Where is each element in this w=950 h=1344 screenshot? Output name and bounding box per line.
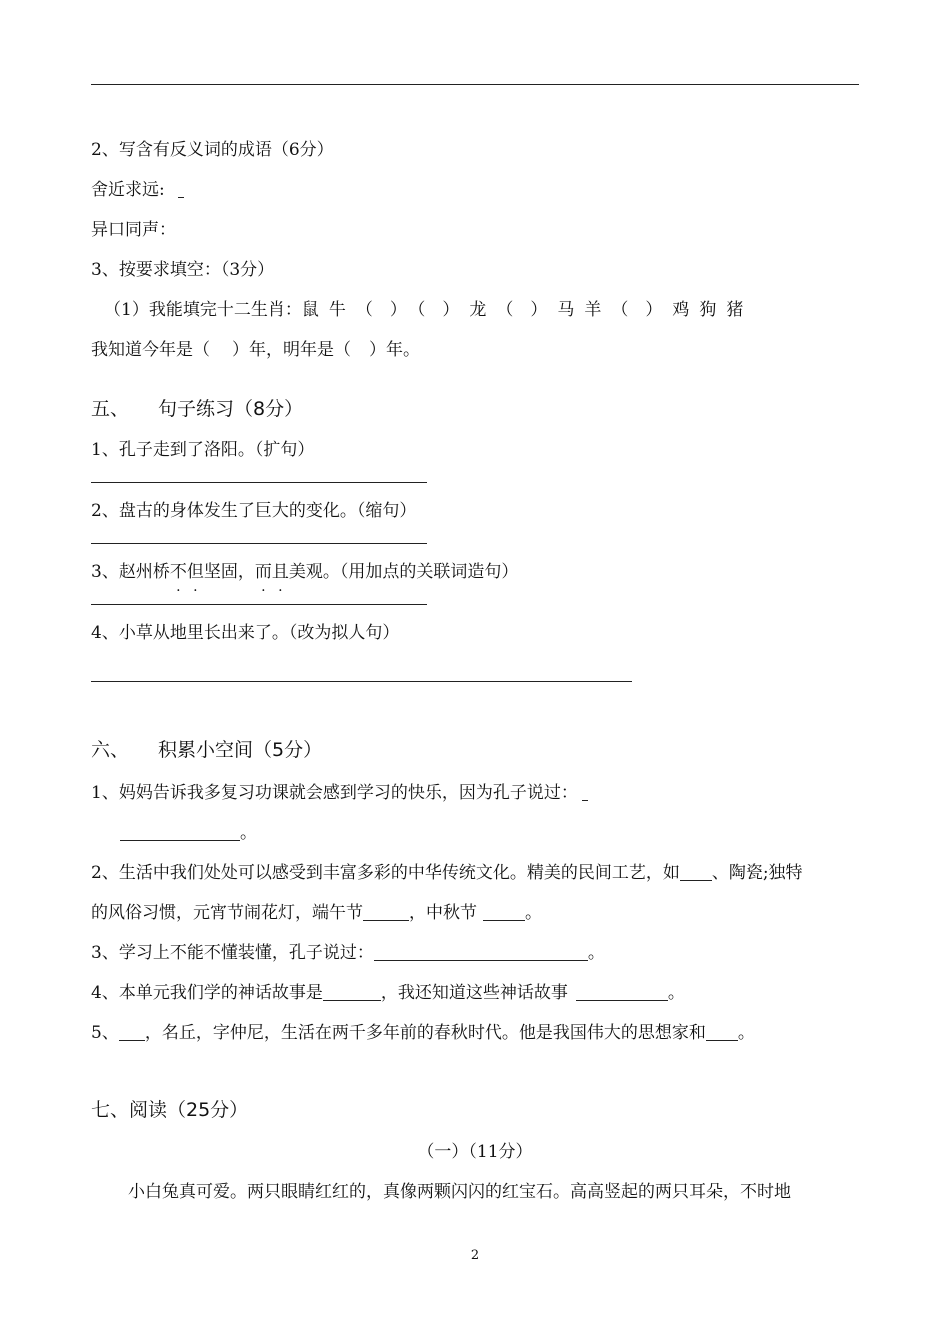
section-5-title: 句子练习（8分） (158, 398, 304, 420)
s6-item-3-a: 3、学习上不能不懂装懂，孔子说过： (91, 943, 374, 963)
s6-item-4-c: 。 (667, 983, 685, 1003)
s6-item-5-blank-a[interactable] (119, 1023, 145, 1041)
zodiac-item[interactable]: （ ） (416, 300, 460, 320)
s6-item-1-text: 1、妈妈告诉我多复习功课就会感到学习的快乐，因为孔子说过： (91, 783, 578, 803)
s5-item-3 (91, 560, 518, 584)
s5-answer-line-3[interactable] (91, 604, 427, 605)
year-text-c: ）年。 (369, 340, 420, 360)
s6-item-5 (91, 1021, 755, 1045)
s6-item-2-d: ，中秋节 (409, 903, 477, 923)
zodiac-item: 马 (557, 300, 575, 320)
reading-part-1-title: （一）（11分） (417, 1142, 533, 1162)
q2-idiom-a (91, 178, 184, 202)
s5-item-3-c: 坚固， (203, 562, 255, 582)
section-6-number: 六、 (91, 739, 130, 761)
s6-item-2-e: 。 (525, 903, 542, 923)
s6-item-4-blank-b[interactable] (576, 983, 668, 1001)
s6-item-2-b: 、陶瓷;独特 (711, 863, 803, 883)
zodiac-item: 鼠 (301, 300, 319, 320)
s6-item-1-blank-a[interactable] (582, 783, 588, 801)
s5-answer-line-4[interactable] (91, 681, 632, 682)
zodiac-item: 狗 (699, 300, 717, 320)
s6-item-2-c: 的风俗习惯，元宵节闹花灯，端午节 (91, 903, 363, 923)
s6-item-2-a: 2、生活中我们处处可以感受到丰富多彩的中华传统文化。精美的民间工艺，如 (91, 863, 680, 883)
header-rule (91, 84, 859, 85)
s6-item-2-cont (91, 901, 542, 925)
s6-item-4 (91, 981, 685, 1005)
q2-idiom-b: 异口同声： (91, 220, 176, 240)
s6-item-1-blank-b[interactable] (120, 823, 240, 841)
zodiac-line (104, 298, 753, 322)
dotted-char: 且 (271, 562, 289, 582)
s5-item-1: 1、孔子走到了洛阳。（扩句） (91, 440, 315, 460)
s5-answer-line-1[interactable] (91, 482, 427, 483)
s6-item-3-blank[interactable] (374, 943, 588, 961)
zodiac-list (302, 300, 754, 320)
dotted-char: 而 (254, 562, 272, 582)
dotted-word-erqie (255, 562, 289, 582)
zodiac-item: 羊 (584, 300, 602, 320)
s6-item-2-blank-a[interactable] (680, 863, 712, 881)
s6-item-5-b: ，名丘，字仲尼，生活在两千多年前的春秋时代。他是我国伟大的思想家和 (144, 1023, 706, 1043)
year-text-a: 我知道今年是（ (91, 340, 210, 360)
s6-item-1-end: 。 (240, 823, 257, 843)
dotted-word-budan (170, 562, 204, 582)
year-line (91, 338, 420, 362)
zodiac-item: 牛 (328, 300, 346, 320)
s6-item-1-cont (120, 821, 257, 845)
zodiac-item: 鸡 (672, 300, 690, 320)
s6-item-2-blank-c[interactable] (483, 903, 525, 921)
q2-title: 2、写含有反义词的成语（6分） (91, 140, 334, 160)
zodiac-prefix: （1）我能填完十二生肖： (104, 300, 302, 320)
section-7-heading: 七、阅读（25分） (91, 1099, 249, 1121)
zodiac-item[interactable]: （ ） (355, 300, 407, 320)
s5-answer-line-2[interactable] (91, 543, 427, 544)
reading-paragraph: 小白兔真可爱。两只眼睛红红的，真像两颗闪闪的红宝石。高高竖起的两只耳朵，不时地 (128, 1182, 791, 1202)
s6-item-2-blank-b[interactable] (363, 903, 409, 921)
q3-title: 3、按要求填空：（3分） (91, 260, 275, 280)
year-text-b: ）年，明年是（ (232, 340, 351, 360)
idiom-a-label: 舍近求远: (91, 180, 165, 200)
page-number: 2 (470, 1248, 480, 1263)
s6-item-5-a: 5、 (91, 1023, 119, 1043)
section-5-heading (91, 396, 303, 422)
zodiac-item[interactable]: （ ） (611, 300, 663, 320)
zodiac-item[interactable]: （ ） (496, 300, 548, 320)
s6-item-3 (91, 941, 605, 965)
section-5-number: 五、 (91, 398, 130, 420)
s6-item-4-blank-a[interactable] (323, 983, 381, 1001)
s5-item-3-a: 3、赵州桥 (91, 562, 170, 582)
s6-item-4-a: 4、本单元我们学的神话故事是 (91, 983, 323, 1003)
zodiac-item: 猪 (726, 300, 744, 320)
section-6-heading (91, 737, 322, 763)
s6-item-3-b: 。 (587, 943, 605, 963)
s6-item-2 (91, 861, 803, 885)
s6-item-5-blank-b[interactable] (706, 1023, 738, 1041)
dotted-char: 不 (169, 562, 187, 582)
idiom-a-blank[interactable] (178, 180, 184, 198)
zodiac-item: 龙 (469, 300, 487, 320)
s6-item-1 (91, 781, 588, 805)
s6-item-4-b: ，我还知道这些神话故事 (380, 983, 568, 1003)
s5-item-2: 2、盘古的身体发生了巨大的变化。（缩句） (91, 501, 417, 521)
s6-item-5-c: 。 (737, 1023, 755, 1043)
dotted-char: 但 (186, 562, 204, 582)
s5-item-4: 4、小草从地里长出来了。（改为拟人句） (91, 623, 400, 643)
section-6-title: 积累小空间（5分） (158, 739, 323, 761)
s5-item-3-e: 美观。（用加点的关联词造句） (288, 562, 519, 582)
